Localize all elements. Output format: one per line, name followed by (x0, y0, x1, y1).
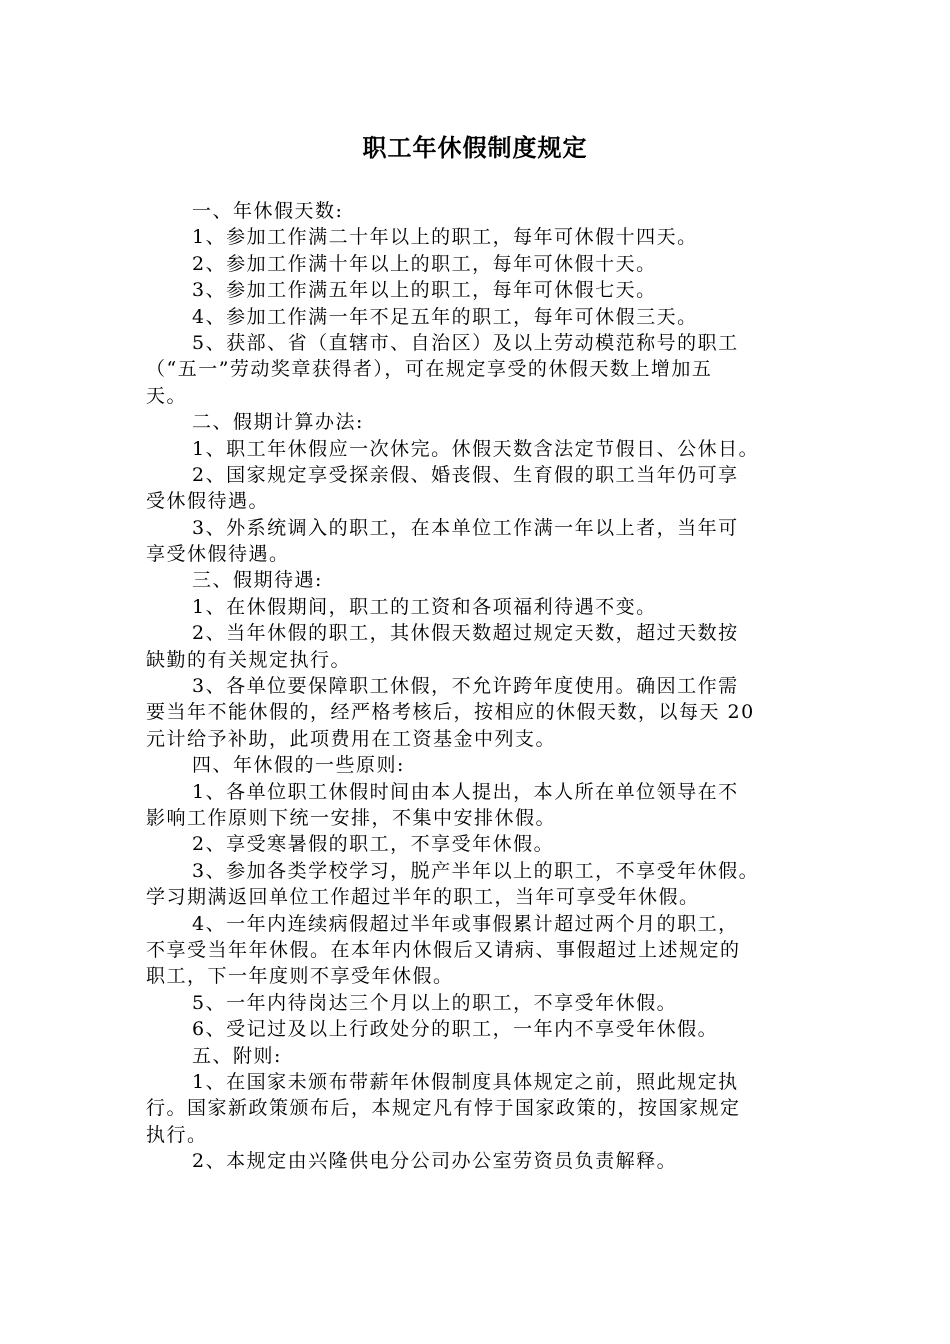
paragraph-line: 4、一年内连续病假超过半年或事假累计超过两个月的职工， (192, 912, 739, 935)
paragraph-line: 3、参加工作满五年以上的职工，每年可休假七天。 (192, 279, 657, 302)
paragraph-line: 天。 (146, 384, 188, 407)
paragraph-line: （“五一”劳动奖章获得者），可在规定享受的休假天数上增加五 (146, 358, 713, 381)
paragraph-line: 1、在国家未颁布带薪年休假制度具体规定之前，照此规定执 (192, 1070, 739, 1093)
paragraph-line: 3、参加各类学校学习，脱产半年以上的职工，不享受年休假。 (192, 859, 760, 882)
section-heading-1: 一、年休假天数: (192, 200, 344, 222)
paragraph-line: 元计给予补助，此项费用在工资基金中列支。 (146, 727, 557, 750)
paragraph-line: 2、国家规定享受探亲假、婚丧假、生育假的职工当年仍可享 (192, 463, 739, 486)
paragraph-line: 1、各单位职工休假时间由本人提出，本人所在单位领导在不 (192, 780, 739, 803)
section-heading-3: 三、假期待遇: (192, 569, 323, 592)
paragraph-line: 1、职工年休假应一次休完。休假天数含法定节假日、公休日。 (192, 437, 760, 460)
paragraph-line: 学习期满返回单位工作超过半年的职工，当年可享受年休假。 (146, 886, 700, 909)
section-heading-5: 五、附则: (192, 1044, 282, 1067)
paragraph-line: 3、外系统调入的职工，在本单位工作满一年以上者，当年可 (192, 516, 739, 539)
paragraph-line: 受休假待遇。 (146, 490, 270, 513)
paragraph-line: 6、受记过及以上行政处分的职工，一年内不享受年休假。 (192, 1018, 719, 1041)
paragraph-line: 执行。 (146, 1123, 208, 1146)
paragraph-line: 享受休假待遇。 (146, 543, 290, 566)
paragraph-line: 2、参加工作满十年以上的职工，每年可休假十天。 (192, 252, 657, 275)
paragraph-line: 要当年不能休假的，经严格考核后，按相应的休假天数，以每天 20 (146, 701, 755, 724)
paragraph-line: 1、在休假期间，职工的工资和各项福利待遇不变。 (192, 595, 657, 618)
paragraph-line: 5、获部、省（直辖市、自治区）及以上劳动模范称号的职工 (192, 331, 739, 354)
paragraph-line: 缺勤的有关规定执行。 (146, 648, 352, 671)
paragraph-line: 行。国家新政策颁布后，本规定凡有悖于国家政策的，按国家规定 (146, 1097, 741, 1120)
section-heading-4: 四、年休假的一些原则: (192, 754, 405, 777)
paragraph-line: 5、一年内待岗达三个月以上的职工，不享受年休假。 (192, 991, 678, 1014)
paragraph-line: 2、本规定由兴隆供电分公司办公室劳资员负责解释。 (192, 1150, 678, 1173)
paragraph-line: 影响工作原则下统一安排，不集中安排休假。 (146, 806, 557, 829)
paragraph-line: 1、参加工作满二十年以上的职工，每年可休假十四天。 (192, 226, 698, 249)
paragraph-line: 职工，下一年度则不享受年休假。 (146, 965, 454, 988)
paragraph-line: 2、享受寒暑假的职工，不享受年休假。 (192, 833, 555, 856)
section-heading-2: 二、假期计算办法: (192, 411, 364, 434)
document-body (146, 198, 816, 1174)
paragraph-line: 4、参加工作满一年不足五年的职工，每年可休假三天。 (192, 305, 698, 328)
paragraph-line: 3、各单位要保障职工休假，不允许跨年度使用。确因工作需 (192, 675, 739, 698)
paragraph-line: 2、当年休假的职工，其休假天数超过规定天数，超过天数按 (192, 622, 739, 645)
document-title: 职工年休假制度规定 (362, 134, 588, 162)
paragraph-line: 不享受当年年休假。在本年内休假后又请病、事假超过上述规定的 (146, 938, 741, 961)
